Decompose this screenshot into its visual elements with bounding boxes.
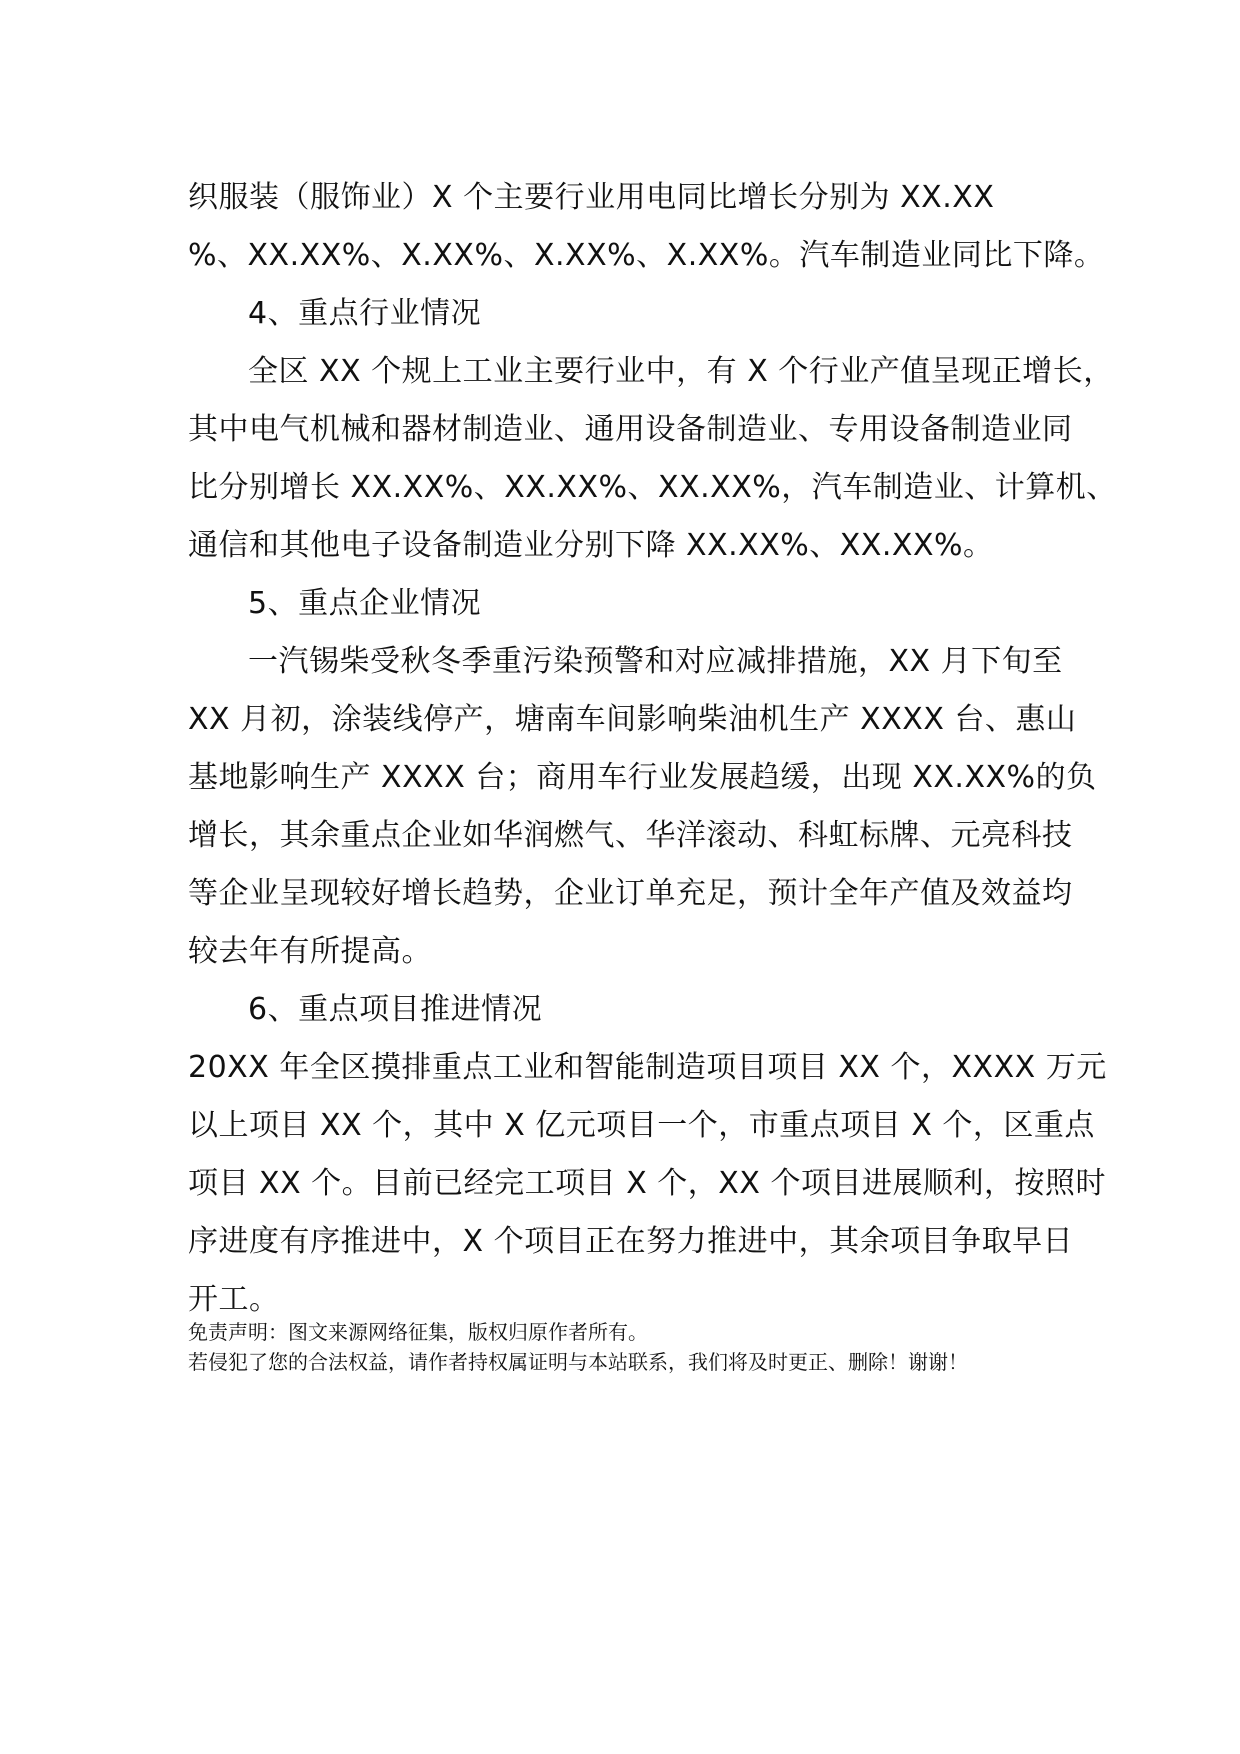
text-line-13: 等企业呈现较好增长趋势，企业订单充足，预计全年产值及效益均 <box>188 876 1073 911</box>
text-line-16: 20XX 年全区摸排重点工业和智能制造项目项目 XX 个，XXXX 万元 <box>188 1050 1107 1085</box>
text-line-20: 开工。 <box>188 1282 280 1317</box>
text-line-9: 一汽锡柴受秋冬季重污染预警和对应减排措施，XX 月下旬至 <box>248 644 1063 679</box>
text-line-12: 增长，其余重点企业如华润燃气、华洋滚动、科虹标牌、元亮科技 <box>188 818 1073 853</box>
text-line-4: 全区 XX 个规上工业主要行业中，有 X 个行业产值呈现正增长， <box>248 354 1114 389</box>
text-line-2: %、XX.XX%、X.XX%、X.XX%、X.XX%。汽车制造业同比下降。 <box>188 238 1105 273</box>
text-line-18: 项目 XX 个。目前已经完工项目 X 个，XX 个项目进展顺利，按照时 <box>188 1166 1106 1201</box>
text-line-19: 序进度有序推进中，X 个项目正在努力推进中，其余项目争取早日 <box>188 1224 1074 1259</box>
text-line-5: 其中电气机械和器材制造业、通用设备制造业、专用设备制造业同 <box>188 412 1073 447</box>
text-line-6: 比分别增长 XX.XX%、XX.XX%、XX.XX%，汽车制造业、计算机、 <box>188 470 1117 505</box>
section-heading-5: 5、重点企业情况 <box>248 586 482 621</box>
text-line-1: 织服装（服饰业）X 个主要行业用电同比增长分别为 XX.XX <box>188 180 995 215</box>
text-line-14: 较去年有所提高。 <box>188 934 432 969</box>
text-line-10: XX 月初，涂装线停产，塘南车间影响柴油机生产 XXXX 台、惠山 <box>188 702 1077 737</box>
text-line-17: 以上项目 XX 个，其中 X 亿元项目一个，市重点项目 X 个，区重点 <box>188 1108 1095 1143</box>
disclaimer-line-2: 若侵犯了您的合法权益，请作者持权属证明与本站联系，我们将及时更正、删除！谢谢！ <box>188 1350 968 1374</box>
text-line-7: 通信和其他电子设备制造业分别下降 XX.XX%、XX.XX%。 <box>188 528 994 563</box>
text-line-11: 基地影响生产 XXXX 台；商用车行业发展趋缓，出现 XX.XX%的负 <box>188 760 1097 795</box>
section-heading-4: 4、重点行业情况 <box>248 296 482 331</box>
disclaimer-line-1: 免责声明：图文来源网络征集，版权归原作者所有。 <box>188 1320 648 1344</box>
section-heading-6: 6、重点项目推进情况 <box>248 992 543 1027</box>
